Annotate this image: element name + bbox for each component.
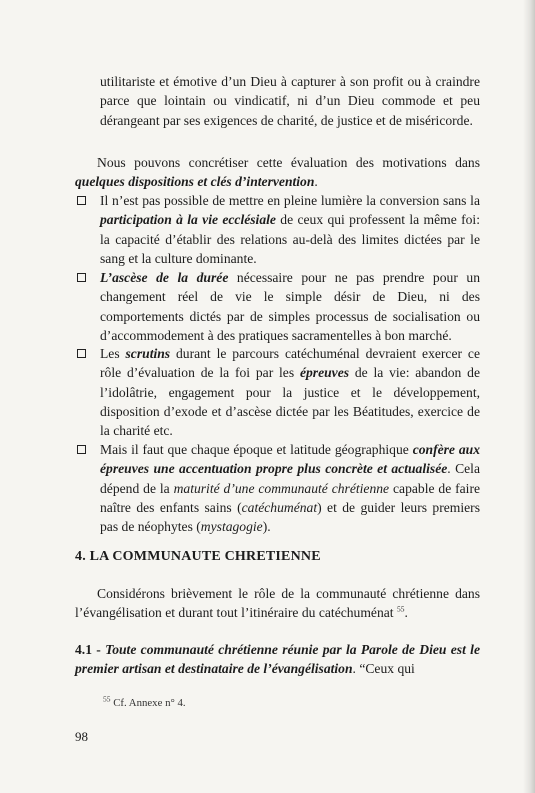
subsection-text-after: . “Ceux qui [352, 661, 415, 677]
bullet-emphasis: confère aux épreuves une accentuation propre plus concrète et actualisée [100, 442, 480, 477]
bullet-item-epoque [75, 440, 480, 536]
bullet-text [100, 344, 480, 440]
bullet-text-part: . Cela dépend de la [100, 461, 480, 496]
footnote-text: Cf. Annexe n° 4. [110, 697, 186, 709]
evaluation-text-before: Nous pouvons concrétiser cette évaluation des motivations dans [97, 155, 480, 170]
bullet-text-part: de ceux qui professent la même foi: la capacité d’établir des relations au-delà des limites dictées par le sang et la culture dominante. [100, 212, 480, 266]
section-text-body: Considérons brièvement le rôle de la communauté chrétienne dans l’évangélisation et durant tout l’itinéraire du catéchuménat [75, 586, 480, 621]
subsection-paragraph [75, 640, 480, 679]
evaluation-paragraph [75, 153, 480, 192]
bullet-item-ascese [75, 268, 480, 345]
bullet-text-part: ) et de guider leurs premiers pas de néophytes ( [100, 499, 480, 535]
page-number: 98 [75, 729, 88, 744]
bullet-italic: mystagogie [200, 519, 263, 535]
bullet-item-participation [75, 191, 480, 268]
bullet-text-part: capable de faire naître des enfants sains ( [100, 480, 481, 515]
bullet-text-part: durant le parcours catéchuménal devraient exercer ce rôle d’évaluation de la foi par les [100, 346, 480, 381]
checkbox-square-icon [77, 349, 86, 358]
bullet-text-part: Il n’est pas possible de mettre en pleine lumière la conversion sans la [100, 193, 480, 208]
bullet-text [100, 191, 480, 268]
page-edge-shadow [523, 0, 535, 793]
subsection-number: 4.1 - [75, 642, 106, 657]
evaluation-text-after: . [314, 174, 318, 190]
intro-text: utilitariste et émotive d’un Dieu à capturer à son profit ou à craindre parce que lointain ou vindicatif, ni d’un Dieu commode et peu dérangeant par ses exigences de charité, de justice et de miséricorde. [100, 74, 480, 128]
bullet-text-part: Mais il faut que chaque époque et latitude géographique [100, 442, 413, 457]
intro-paragraph [75, 72, 480, 130]
footnote-number: 55 [103, 694, 111, 704]
subsection-text [75, 640, 480, 679]
section-paragraph [75, 584, 480, 623]
bullet-text-part: Les [100, 346, 126, 361]
section-text [75, 584, 480, 623]
bullet-text-part: nécessaire pour ne pas prendre pour un changement réel de vie le simple désir de Dieu, ni des comportements dictés par de simples processus de socialisation ou d’accommodement à des pratiques sacramentelles à bon marché. [100, 270, 481, 343]
bullet-italic: catéchuménat [241, 499, 318, 515]
bullet-emphasis: L’ascèse de la durée [100, 270, 229, 285]
bullet-emphasis: épreuves [299, 365, 350, 381]
bullet-emphasis: scrutins [125, 346, 171, 361]
bullet-italic: maturité d’une communauté chrétienne [173, 480, 390, 496]
evaluation-emphasis: quelques dispositions et clés d’intervention [75, 174, 315, 190]
checkbox-square-icon [77, 196, 86, 205]
footnote [103, 694, 186, 709]
section-heading: 4. LA COMMUNAUTE CHRETIENNE [75, 549, 321, 564]
bullet-text-part: ). [262, 519, 271, 535]
evaluation-text [75, 153, 480, 192]
bullet-item-scrutins [75, 344, 480, 440]
checkbox-square-icon [77, 273, 86, 282]
subsection-emphasis: Toute communauté chrétienne réunie par la Parole de Dieu est le premier artisan et destinataire de l’évangélisation [75, 642, 480, 677]
section-text-after: . [404, 605, 408, 621]
checkbox-square-icon [77, 445, 86, 454]
bullet-text [100, 440, 480, 536]
bullet-emphasis: participation à la vie ecclésiale [100, 212, 276, 228]
bullet-text [100, 268, 480, 345]
bullet-text-part: de la vie: abandon de l’idolâtrie, engagement pour la justice et le développement, disposition d’exode et d’ascèse dictée par les Béatitudes, exercice de la charité etc. [100, 365, 480, 439]
footnote-reference: 55 [396, 604, 405, 614]
